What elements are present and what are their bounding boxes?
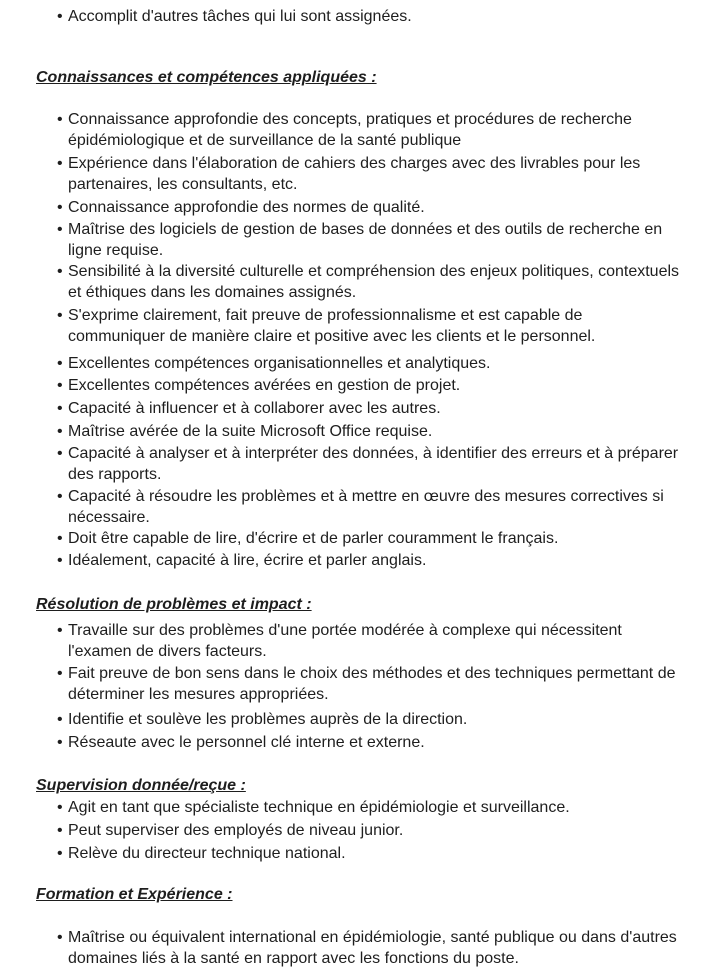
list-item: • Maîtrise des logiciels de gestion de bases de données et des outils de recherche en ligne requise.	[57, 221, 663, 259]
bullet-icon: •	[57, 377, 63, 394]
bullet-icon: •	[57, 111, 63, 128]
list-item: • Sensibilité à la diversité culturelle et compréhension des enjeux politiques, contextuels et éthiques dans les domaines assignés.	[57, 263, 680, 301]
bullet-icon: •	[57, 355, 63, 372]
section-heading-supervision: Supervision donnée/reçue :	[36, 777, 246, 794]
list-item: • Excellentes compétences avérées en gestion de projet.	[57, 377, 461, 394]
bullet-icon: •	[57, 8, 63, 25]
bullet-icon: •	[57, 445, 63, 462]
list-item: • Peut superviser des employés de niveau junior.	[57, 822, 404, 839]
section-heading-formation: Formation et Expérience :	[36, 886, 233, 903]
list-item: • Maîtrise ou équivalent international en épidémiologie, santé publique ou dans d'autres domaines liés à la santé en rapport avec les fonctions du poste.	[57, 929, 677, 967]
bullet-icon: •	[57, 622, 63, 639]
bullet-icon: •	[57, 711, 63, 728]
bullet-icon: •	[57, 155, 63, 172]
list-item: • Capacité à analyser et à interpréter des données, à identifier des erreurs et à préparer des rapports.	[57, 445, 679, 483]
list-item: • Capacité à résoudre les problèmes et à mettre en œuvre des mesures correctives si nécessaire.	[57, 488, 664, 526]
list-item: • Accomplit d'autres tâches qui lui sont assignées.	[57, 8, 412, 25]
bullet-icon: •	[57, 400, 63, 417]
list-item: • Réseaute avec le personnel clé interne et externe.	[57, 734, 425, 751]
bullet-icon: •	[57, 734, 63, 751]
bullet-icon: •	[57, 845, 63, 862]
bullet-icon: •	[57, 263, 63, 280]
list-item: • Fait preuve de bon sens dans le choix des méthodes et des techniques permettant de déterminer les mesures appropriées.	[57, 665, 676, 703]
list-item: • Expérience dans l'élaboration de cahiers des charges avec des livrables pour les partenaires, les consultants, etc.	[57, 155, 641, 193]
bullet-icon: •	[57, 488, 63, 505]
bullet-icon: •	[57, 929, 63, 946]
bullet-icon: •	[57, 822, 63, 839]
list-item: • Travaille sur des problèmes d'une portée modérée à complexe qui nécessitent l'examen de divers facteurs.	[57, 622, 622, 660]
bullet-icon: •	[57, 552, 63, 569]
bullet-icon: •	[57, 199, 63, 216]
bullet-icon: •	[57, 307, 63, 324]
list-item: • Capacité à influencer et à collaborer avec les autres.	[57, 400, 441, 417]
bullet-icon: •	[57, 799, 63, 816]
list-item: • Maîtrise avérée de la suite Microsoft Office requise.	[57, 423, 433, 440]
list-item: • Identifie et soulève les problèmes auprès de la direction.	[57, 711, 468, 728]
bullet-icon: •	[57, 665, 63, 682]
list-item: • S'exprime clairement, fait preuve de professionnalisme et est capable de communiquer de manière claire et positive avec les clients et le personnel.	[57, 307, 596, 345]
list-item: • Doit être capable de lire, d'écrire et de parler couramment le français.	[57, 530, 559, 547]
bullet-icon: •	[57, 423, 63, 440]
list-item: • Connaissance approfondie des concepts, pratiques et procédures de recherche épidémiologique et de surveillance de la santé publique	[57, 111, 632, 149]
bullet-icon: •	[57, 221, 63, 238]
list-item: • Agit en tant que spécialiste technique en épidémiologie et surveillance.	[57, 799, 570, 816]
list-item: • Relève du directeur technique national.	[57, 845, 346, 862]
section-heading-competences: Connaissances et compétences appliquées :	[36, 69, 377, 86]
bullet-icon: •	[57, 530, 63, 547]
section-heading-resolution: Résolution de problèmes et impact :	[36, 596, 312, 613]
list-item: • Connaissance approfondie des normes de qualité.	[57, 199, 425, 216]
list-item: • Excellentes compétences organisationnelles et analytiques.	[57, 355, 491, 372]
list-item: • Idéalement, capacité à lire, écrire et parler anglais.	[57, 552, 427, 569]
